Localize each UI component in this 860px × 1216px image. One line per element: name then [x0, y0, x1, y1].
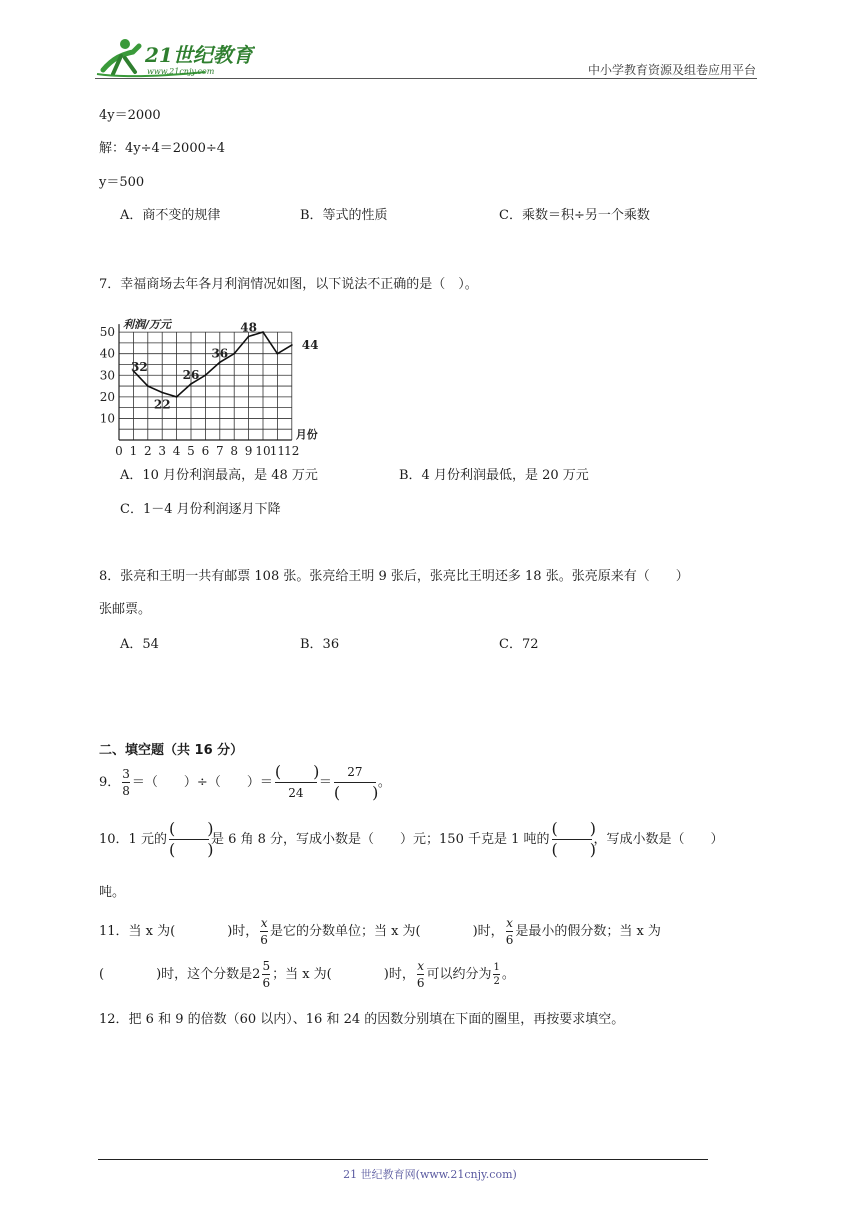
y-tick-label: 20: [99, 389, 115, 404]
q9-line: [99, 763, 391, 803]
q10-part3: ，写成小数是（ ）: [593, 832, 724, 847]
q6-equation-line2: 解：4y÷4＝2000÷4: [99, 141, 226, 156]
q8-option-c: C．72: [499, 637, 539, 652]
q9-fraction-3-8: [122, 767, 130, 798]
fraction-denominator: 8: [122, 784, 130, 798]
q9-middle-text: ＝（ ）÷（ ）＝: [131, 775, 273, 790]
y-axis-label: 利润/万元: [123, 318, 172, 332]
y-tick-label: 10: [99, 411, 115, 426]
q9-number: 9．: [99, 775, 121, 790]
data-label: 48: [240, 320, 257, 335]
section-2-title: 二、填空题（共 16 分）: [99, 743, 244, 758]
footer-divider: [98, 1159, 708, 1160]
x-tick-label: 12: [284, 444, 300, 458]
q9-equals: ＝: [318, 775, 332, 790]
site-logo: [95, 34, 255, 80]
q6-option-b: B．等式的性质: [300, 208, 388, 223]
fraction-numerator: x: [506, 916, 513, 930]
x-tick-label: 9: [244, 444, 253, 458]
data-label: 22: [153, 397, 171, 412]
q12-stem: 12．把 6 和 9 的倍数（60 以内）、16 和 24 的因数分别填在下面的圈里，再按要求填空。: [99, 1012, 625, 1027]
chart-grid: [119, 332, 292, 440]
q10-part1: 10．1 元的: [99, 832, 167, 847]
q11-b2: ；当 x 为( )时，: [272, 967, 415, 982]
q7-option-b: B．4 月份利润最低，是 20 万元: [399, 468, 589, 483]
q11-a3: 是最小的假分数；当 x 为: [515, 924, 661, 939]
logo-main-text: 21世纪教育: [145, 43, 253, 67]
q11-a1: 11．当 x 为( )时，: [99, 924, 259, 939]
fraction-denominator: 6: [416, 976, 425, 990]
q9-end: 。: [377, 775, 391, 790]
fraction-denominator: 6: [505, 933, 514, 947]
q11-line1: [99, 913, 661, 951]
fraction-numerator: ( ): [274, 762, 320, 781]
q8-stem-line2: 张邮票。: [99, 602, 152, 617]
fraction-numerator: 5: [262, 959, 271, 973]
fraction-denominator: 24: [288, 786, 304, 800]
fraction-numerator: 27: [347, 765, 363, 779]
q8-option-b: B．36: [300, 637, 340, 652]
header-divider: [95, 78, 757, 79]
data-point: [176, 396, 178, 398]
fraction-denominator: ( ): [551, 840, 597, 859]
fraction-denominator: ( ): [333, 783, 379, 802]
q11-fraction-x-6-b: [506, 916, 514, 947]
data-label: 26: [182, 367, 200, 382]
data-label: 32: [131, 359, 148, 374]
footer-site-text: 21 世纪教育网(www.21cnjy.com): [343, 1168, 517, 1181]
x-tick-label: 4: [172, 444, 181, 458]
x-axis-label: 月份: [295, 428, 318, 441]
q11-fraction-x-6-a: [260, 916, 268, 947]
data-point: [291, 344, 293, 346]
x-tick-label: 3: [158, 444, 167, 458]
profit-line-chart: [97, 302, 342, 460]
q10-fraction-blank-2: [551, 819, 597, 859]
q6-equation-line1: 4y＝2000: [99, 108, 161, 123]
logo-url-text: www.21cnjy.com: [147, 67, 215, 76]
data-point: [262, 331, 264, 333]
q11-fraction-x-6-c: [417, 959, 425, 990]
q10-line: [99, 818, 724, 862]
x-tick-label: 1: [129, 444, 138, 458]
q6-option-c: C．乘数＝积÷另一个乘数: [499, 208, 650, 223]
q11-line2: [99, 956, 515, 994]
fraction-numerator: x: [417, 959, 425, 973]
x-tick-label: 2: [143, 444, 152, 458]
q11-fraction-1-2: [493, 962, 499, 987]
q8-option-a: A．54: [120, 637, 159, 652]
q6-equation-line3: y＝500: [99, 175, 145, 190]
x-tick-label: 8: [230, 444, 239, 458]
fraction-denominator: 6: [260, 933, 268, 947]
data-label: 36: [211, 346, 229, 361]
data-label: 44: [301, 338, 319, 353]
q10-fraction-blank-1: [168, 819, 214, 859]
data-point: [205, 374, 207, 376]
fraction-numerator: 3: [122, 767, 130, 781]
q8-stem-line1: 8．张亮和王明一共有邮票 108 张。张亮给王明 9 张后，张亮比王明还多 18 张。张亮原来有（ ）: [99, 569, 689, 584]
y-tick-label: 40: [99, 346, 115, 361]
q11-mixed-whole: 2: [252, 967, 261, 982]
fraction-denominator: ( ): [168, 840, 214, 859]
fraction-numerator: x: [260, 916, 268, 930]
fraction-numerator: ( ): [168, 819, 214, 838]
x-tick-label: 0: [115, 444, 123, 458]
data-point: [190, 383, 192, 385]
data-point: [277, 353, 279, 355]
q11-b4: 。: [501, 967, 515, 982]
x-tick-label: 11: [269, 444, 286, 458]
header-platform-text: 中小学教育资源及组卷应用平台: [587, 63, 756, 77]
runner-logo-icon: [95, 34, 255, 80]
fraction-denominator: 6: [262, 976, 271, 990]
q11-a2: 是它的分数单位；当 x 为( )时，: [269, 924, 504, 939]
data-point: [248, 336, 250, 338]
x-tick-label: 10: [255, 444, 271, 458]
data-point: [161, 392, 163, 394]
data-point: [233, 353, 235, 355]
data-point: [219, 361, 221, 363]
q10-part2: 是 6 角 8 分，写成小数是（ ）元；150 千克是 1 吨的: [210, 832, 550, 847]
x-tick-label: 6: [201, 444, 210, 458]
q9-fraction-27-blank: [333, 763, 379, 802]
q9-fraction-blank-24: [274, 762, 320, 802]
q11-b3: 可以约分为: [426, 967, 492, 982]
chart-axes: [100, 318, 318, 458]
fraction-numerator: ( ): [551, 819, 597, 838]
q11-b1: ( )时，这个分数是: [99, 967, 253, 982]
q11-mixed-fraction-5-6: [262, 959, 270, 990]
q6-option-a: A．商不变的规律: [120, 208, 221, 223]
chart-labels: [131, 320, 318, 411]
data-point: [147, 385, 149, 387]
x-tick-label: 7: [215, 444, 224, 458]
x-tick-label: 5: [187, 444, 195, 458]
q10-line2: 吨。: [99, 885, 126, 900]
fraction-numerator: 1: [493, 962, 500, 973]
y-tick-label: 50: [99, 325, 115, 340]
y-tick-label: 30: [99, 368, 115, 383]
q7-stem: 7．幸福商场去年各月利润情况如图，以下说法不正确的是（ ）。: [99, 277, 478, 292]
fraction-denominator: 2: [493, 976, 500, 987]
q7-option-a: A．10 月份利润最高，是 48 万元: [120, 468, 318, 483]
q7-option-c: C．1－4 月份利润逐月下降: [120, 502, 281, 517]
